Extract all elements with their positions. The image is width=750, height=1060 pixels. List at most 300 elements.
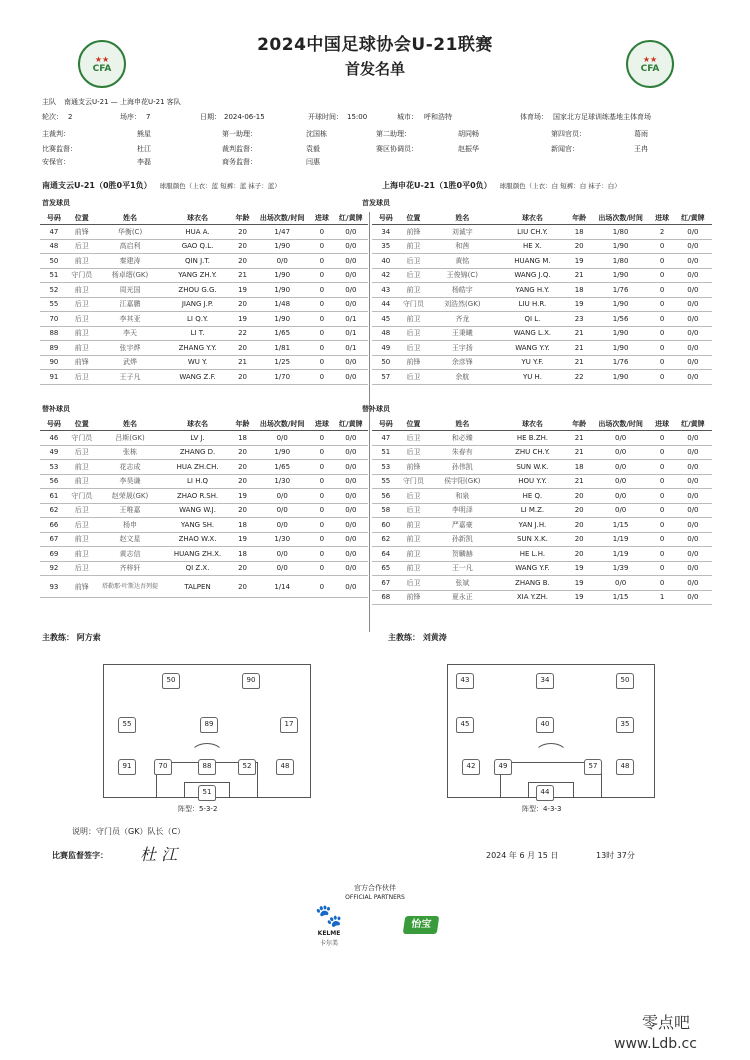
player-shirt-icon: 42	[462, 759, 480, 775]
table-cell: 67	[372, 576, 400, 591]
business-label: 商务监督：	[222, 158, 257, 166]
home-kit: 球服颜色（上衣：蓝 短裤：蓝 袜子：蓝）	[159, 182, 281, 190]
table-cell: 前卫	[68, 532, 96, 547]
table-cell: 1/47	[254, 225, 310, 240]
table-cell: 前卫	[68, 460, 96, 475]
table-cell: 19	[568, 576, 591, 591]
table-cell: WANG Y.Y.	[497, 341, 567, 356]
table-cell: 前锋	[400, 355, 428, 370]
home-subs-label: 替补球员	[42, 405, 70, 413]
table-cell: 后卫	[400, 326, 428, 341]
table-cell: 21	[568, 326, 591, 341]
table-cell: 前卫	[400, 561, 428, 576]
home-team-name: 南通支云U-21（0胜0平1负）	[42, 181, 152, 190]
table-cell: 51	[372, 445, 400, 460]
table-cell: 0/0	[674, 326, 712, 341]
ar1-label: 第一助理：	[222, 130, 257, 138]
table-cell: 0/0	[334, 370, 368, 385]
table-cell: 0/1	[334, 312, 368, 327]
home-coach-label: 主教练：	[42, 633, 74, 642]
table-cell: 0/0	[334, 576, 368, 598]
table-cell: 0	[310, 576, 334, 598]
table-cell: 19	[568, 590, 591, 605]
table-cell: 后卫	[400, 341, 428, 356]
table-cell: 19	[231, 489, 255, 504]
table-cell: 前锋	[68, 576, 96, 598]
table-cell: WANG Y.F.	[497, 561, 567, 576]
table-cell: 0	[650, 370, 673, 385]
table-cell: 王子凡	[96, 370, 165, 385]
table-cell: 前卫	[68, 254, 96, 269]
table-header-row	[372, 418, 712, 431]
table-cell: 92	[40, 561, 68, 576]
center-divider	[369, 212, 370, 632]
table-row	[372, 445, 712, 460]
table-cell: 70	[40, 312, 68, 327]
table-cell: QI L.	[497, 312, 567, 327]
table-cell: 前卫	[68, 547, 96, 562]
table-cell: HUA A.	[164, 225, 230, 240]
table-cell: 前卫	[400, 312, 428, 327]
table-cell: HE Q.	[497, 489, 567, 504]
table-cell: 0/0	[674, 341, 712, 356]
date-value: 2024-06-15	[224, 113, 265, 121]
column-header: 进球	[310, 212, 334, 225]
table-cell: 0/0	[254, 254, 310, 269]
player-shirt-icon: 70	[154, 759, 172, 775]
column-header: 出场次数/时间	[254, 212, 310, 225]
table-cell: 21	[568, 355, 591, 370]
table-cell: 0	[650, 312, 673, 327]
table-cell: 22	[568, 370, 591, 385]
column-header: 号码	[372, 418, 400, 431]
table-cell: QIN J.T.	[164, 254, 230, 269]
table-cell: 42	[372, 268, 400, 283]
table-cell: 0/0	[674, 532, 712, 547]
table-cell: 守门员	[68, 489, 96, 504]
page-title: 2024中国足球协会U-21联赛	[257, 35, 493, 55]
table-cell: 0/0	[591, 503, 651, 518]
column-header: 进球	[650, 418, 673, 431]
table-cell: 后卫	[400, 254, 428, 269]
coord-label: 赛区协调员：	[376, 145, 418, 153]
fourth-value: 葛雨	[634, 130, 648, 138]
table-row	[40, 518, 368, 533]
table-cell: 18	[568, 460, 591, 475]
column-header: 号码	[372, 212, 400, 225]
table-cell: 后卫	[68, 503, 96, 518]
column-header: 球衣名	[164, 212, 230, 225]
page-subtitle: 首发名单	[344, 60, 405, 78]
table-row	[40, 474, 368, 489]
table-cell: 0/0	[674, 297, 712, 312]
table-cell: 王一凡	[427, 561, 497, 576]
player-shirt-icon: 89	[200, 717, 218, 733]
table-row	[372, 225, 712, 240]
table-cell: 21	[568, 341, 591, 356]
table-cell: 66	[40, 518, 68, 533]
table-row	[40, 312, 368, 327]
player-shirt-icon: 55	[118, 717, 136, 733]
table-row	[40, 355, 368, 370]
cfa-logo-left: ★★ CFA	[78, 40, 126, 88]
table-cell: 0/0	[254, 518, 310, 533]
table-cell: 21	[568, 431, 591, 446]
table-cell: 60	[372, 518, 400, 533]
table-cell: 0/0	[334, 225, 368, 240]
table-cell: 孙新凯	[427, 532, 497, 547]
column-header: 号码	[40, 418, 68, 431]
table-cell: 0/0	[674, 518, 712, 533]
table-row	[372, 576, 712, 591]
player-shirt-icon: 50	[162, 673, 180, 689]
table-cell: 43	[372, 283, 400, 298]
table-row	[372, 283, 712, 298]
table-cell: 0/0	[334, 254, 368, 269]
table-row	[40, 547, 368, 562]
player-shirt-icon: 91	[118, 759, 136, 775]
table-cell: 李天	[96, 326, 165, 341]
table-cell: 20	[231, 239, 255, 254]
table-cell: 2	[650, 225, 673, 240]
column-header: 年龄	[568, 212, 591, 225]
table-cell: 0/0	[254, 489, 310, 504]
table-cell: 1/14	[254, 576, 310, 598]
table-cell: 0	[650, 355, 673, 370]
table-cell: 51	[40, 268, 68, 283]
table-cell: 0/0	[334, 283, 368, 298]
table-cell: 0	[310, 532, 334, 547]
player-shirt-icon: 17	[280, 717, 298, 733]
table-cell: 47	[40, 225, 68, 240]
table-row	[372, 268, 712, 283]
table-cell: 赵荣晟(GK)	[96, 489, 165, 504]
table-row	[40, 460, 368, 475]
table-cell: 0/0	[591, 474, 651, 489]
table-row	[372, 370, 712, 385]
table-cell: 后卫	[400, 370, 428, 385]
table-cell: 20	[231, 474, 255, 489]
kickoff-value: 15:00	[347, 113, 368, 121]
table-row	[372, 460, 712, 475]
table-cell: 20	[231, 254, 255, 269]
table-cell: 0/0	[334, 297, 368, 312]
table-row	[40, 239, 368, 254]
table-cell: 1/90	[254, 239, 310, 254]
table-cell: 前卫	[400, 239, 428, 254]
table-cell: 0/0	[674, 590, 712, 605]
city-label: 城市：	[397, 113, 418, 121]
table-cell: 88	[40, 326, 68, 341]
table-cell: WANG Z.F.	[164, 370, 230, 385]
table-cell: 0/0	[591, 445, 651, 460]
column-header: 姓名	[427, 212, 497, 225]
away-coach-label: 主教练：	[388, 633, 420, 642]
table-cell: 和必臻	[427, 431, 497, 446]
table-cell: 21	[568, 445, 591, 460]
table-cell: 0	[310, 503, 334, 518]
table-cell: 张栋	[96, 445, 165, 460]
table-cell: 19	[568, 254, 591, 269]
table-cell: 前锋	[400, 460, 428, 475]
player-shirt-icon: 40	[536, 717, 554, 733]
table-cell: 21	[231, 268, 255, 283]
table-row	[40, 445, 368, 460]
table-cell: 0/0	[674, 503, 712, 518]
table-cell: 0	[650, 474, 673, 489]
ar1-value: 沈国栋	[306, 130, 327, 138]
table-cell: 王秉曦	[427, 326, 497, 341]
table-cell: 赵文星	[96, 532, 165, 547]
table-cell: 0/0	[334, 561, 368, 576]
away-team-name: 上海申花U-21（1胜0平0负）	[382, 181, 492, 190]
table-row	[40, 268, 368, 283]
table-cell: 0/0	[674, 576, 712, 591]
table-cell: 0/0	[674, 431, 712, 446]
table-cell: LI T.	[164, 326, 230, 341]
table-cell: 后卫	[68, 312, 96, 327]
table-cell: 19	[568, 561, 591, 576]
table-cell: 0	[650, 460, 673, 475]
player-shirt-icon: 52	[238, 759, 256, 775]
table-cell: 0	[650, 561, 673, 576]
table-cell: 张斌	[427, 576, 497, 591]
table-cell: 和茜	[427, 239, 497, 254]
table-cell: 46	[40, 431, 68, 446]
table-cell: 50	[372, 355, 400, 370]
table-cell: 0/0	[674, 254, 712, 269]
table-cell: 0/1	[334, 341, 368, 356]
table-cell: 0	[310, 518, 334, 533]
table-cell: 20	[231, 445, 255, 460]
column-header: 进球	[650, 212, 673, 225]
table-cell: 35	[372, 239, 400, 254]
table-cell: 0	[650, 297, 673, 312]
table-cell: 1/39	[591, 561, 651, 576]
table-row	[372, 326, 712, 341]
table-cell: 0/0	[334, 489, 368, 504]
table-cell: 华衡(C)	[96, 225, 165, 240]
table-cell: WU Y.	[164, 355, 230, 370]
table-cell: 64	[372, 547, 400, 562]
home-coach-name: 阿方索	[76, 633, 101, 642]
table-cell: 20	[568, 489, 591, 504]
table-row	[372, 590, 712, 605]
table-row	[40, 561, 368, 576]
round-label: 轮次：	[42, 113, 63, 121]
table-row	[372, 547, 712, 562]
table-cell: 0/0	[674, 370, 712, 385]
table-cell: 守门员	[68, 431, 96, 446]
table-cell: 0	[310, 297, 334, 312]
kelme-logo-cn: 卡尔美	[319, 940, 338, 947]
table-cell: 0/0	[254, 561, 310, 576]
table-row	[372, 355, 712, 370]
player-shirt-icon: 50	[616, 673, 634, 689]
table-cell: 0	[650, 518, 673, 533]
table-cell: 王唯嘉	[96, 503, 165, 518]
table-cell: 0/0	[334, 431, 368, 446]
column-header: 年龄	[231, 418, 255, 431]
table-cell: 后卫	[400, 576, 428, 591]
table-cell: 后卫	[400, 431, 428, 446]
table-cell: 62	[372, 532, 400, 547]
table-row	[40, 489, 368, 504]
table-cell: 0	[310, 561, 334, 576]
table-cell: 1/15	[591, 590, 651, 605]
table-cell: 62	[40, 503, 68, 518]
table-cell: 56	[40, 474, 68, 489]
table-cell: 李昊谦	[96, 474, 165, 489]
table-cell: LIU CH.Y.	[497, 225, 567, 240]
table-row	[40, 326, 368, 341]
table-cell: 0/0	[674, 268, 712, 283]
table-row	[372, 532, 712, 547]
table-cell: 和泉	[427, 489, 497, 504]
away-kit: 球服颜色（上衣：白 短裤：白 袜子：白）	[499, 182, 621, 190]
table-cell: 江嘉鹏	[96, 297, 165, 312]
table-cell: 20	[231, 297, 255, 312]
table-cell: 1/56	[591, 312, 651, 327]
table-cell: LI M.Z.	[497, 503, 567, 518]
coord-value: 赵振华	[458, 145, 479, 153]
kelme-logo-text: KELME	[317, 930, 341, 937]
table-cell: 56	[372, 489, 400, 504]
table-cell: 18	[568, 283, 591, 298]
home-starters-table	[40, 212, 368, 385]
ar2-label: 第二助理：	[376, 130, 411, 138]
round-value: 2	[68, 113, 73, 121]
table-cell: ZHU CH.Y.	[497, 445, 567, 460]
away-subs-table	[372, 418, 712, 605]
player-shirt-icon: 88	[198, 759, 216, 775]
table-row	[372, 474, 712, 489]
table-row	[372, 489, 712, 504]
home-starters-label: 首发球员	[42, 199, 70, 207]
table-cell: 杨皓宇	[427, 283, 497, 298]
table-cell: 48	[40, 239, 68, 254]
table-cell: HE B.ZH.	[497, 431, 567, 446]
security-value: 李磊	[137, 158, 151, 166]
table-cell: 0/0	[334, 532, 368, 547]
table-cell: 1/90	[254, 445, 310, 460]
column-header: 出场次数/时间	[591, 212, 651, 225]
table-cell: 0/0	[334, 503, 368, 518]
home-formation-pitch	[103, 664, 311, 798]
table-cell: 18	[231, 431, 255, 446]
table-cell: 20	[568, 239, 591, 254]
table-cell: 0	[310, 326, 334, 341]
table-cell: 高启利	[96, 239, 165, 254]
table-cell: 1/65	[254, 460, 310, 475]
supervisor-sign-label: 比赛监督签字：	[52, 851, 108, 860]
ref-sup-value: 袁毅	[306, 145, 320, 153]
table-cell: 90	[40, 355, 68, 370]
table-cell: 塔勒那·叶斯达吾列提	[96, 576, 165, 598]
table-cell: 20	[568, 518, 591, 533]
table-cell: 1/76	[591, 355, 651, 370]
table-cell: 后卫	[68, 445, 96, 460]
table-cell: HUANG M.	[497, 254, 567, 269]
table-cell: 1/30	[254, 532, 310, 547]
sign-time: 13时 37分	[596, 851, 635, 860]
column-header: 球衣名	[497, 418, 567, 431]
table-cell: 1/15	[591, 518, 651, 533]
table-cell: 0/0	[591, 431, 651, 446]
table-row	[372, 503, 712, 518]
table-cell: 18	[231, 547, 255, 562]
table-cell: 0	[310, 489, 334, 504]
table-cell: 20	[231, 503, 255, 518]
away-starters-label: 首发球员	[362, 199, 390, 207]
table-cell: 53	[40, 460, 68, 475]
table-cell: 1/76	[591, 283, 651, 298]
table-cell: 黄志信	[96, 547, 165, 562]
table-cell: YAN J.H.	[497, 518, 567, 533]
table-cell: 刘诚宇	[427, 225, 497, 240]
table-cell: 1/90	[591, 297, 651, 312]
table-cell: 前锋	[400, 225, 428, 240]
table-cell: 20	[568, 532, 591, 547]
table-cell: 68	[372, 590, 400, 605]
table-cell: 20	[231, 225, 255, 240]
table-cell: 朱春有	[427, 445, 497, 460]
table-cell: 周光国	[96, 283, 165, 298]
table-cell: 贺麟赫	[427, 547, 497, 562]
away-subs-label: 替补球员	[362, 405, 390, 413]
table-cell: YANG SH.	[164, 518, 230, 533]
table-cell: 0	[650, 341, 673, 356]
watermark-url: www.Ldb.cc	[614, 1036, 697, 1052]
table-row	[372, 297, 712, 312]
table-cell: 0/0	[254, 503, 310, 518]
table-cell: 1/81	[254, 341, 310, 356]
column-header: 姓名	[96, 418, 165, 431]
table-cell: YU Y.F.	[497, 355, 567, 370]
table-cell: 50	[40, 254, 68, 269]
table-row	[40, 370, 368, 385]
table-cell: 后卫	[68, 518, 96, 533]
table-cell: 0	[310, 445, 334, 460]
table-row	[372, 254, 712, 269]
table-cell: 0	[310, 431, 334, 446]
media-value: 王冉	[634, 145, 648, 153]
table-cell: 0/0	[674, 445, 712, 460]
table-cell: 0/0	[674, 489, 712, 504]
table-cell: GAO Q.L.	[164, 239, 230, 254]
table-cell: 0/0	[674, 283, 712, 298]
column-header: 姓名	[427, 418, 497, 431]
table-cell: 后卫	[400, 503, 428, 518]
home-formation-label: 阵型：5-3-2	[178, 805, 218, 813]
table-cell: ZHAO R.SH.	[164, 489, 230, 504]
table-cell: 0	[310, 268, 334, 283]
table-cell: 1/90	[254, 268, 310, 283]
table-cell: 45	[372, 312, 400, 327]
table-header-row	[372, 212, 712, 225]
table-cell: 23	[568, 312, 591, 327]
table-cell: 0	[310, 341, 334, 356]
table-cell: 0/0	[674, 355, 712, 370]
table-cell: 0	[310, 460, 334, 475]
table-cell: 前锋	[68, 225, 96, 240]
table-cell: SUN W.K.	[497, 460, 567, 475]
table-cell: 前卫	[68, 474, 96, 489]
venue-value: 国家北方足球训练基地主体育场	[553, 113, 651, 121]
home-subs-table	[40, 418, 368, 598]
city-value: 呼和浩特	[424, 113, 452, 121]
table-cell: 53	[372, 460, 400, 475]
